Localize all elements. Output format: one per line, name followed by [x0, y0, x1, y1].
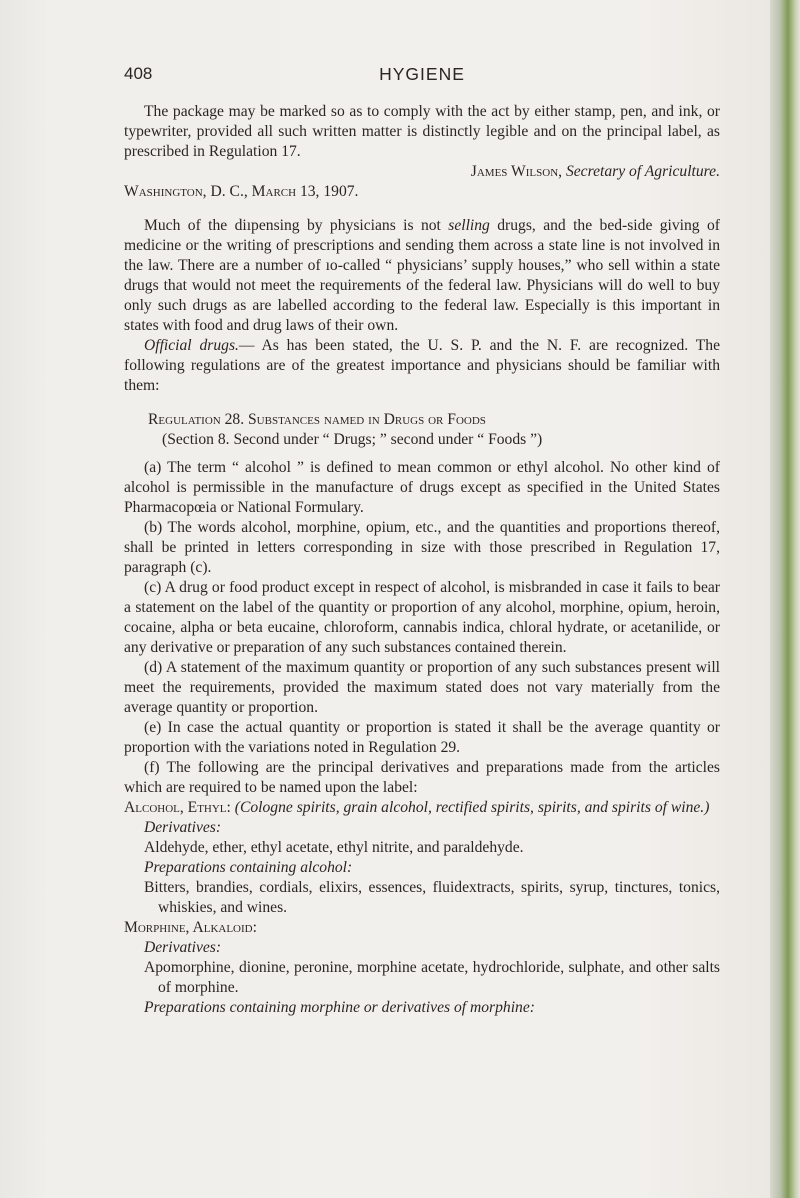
regulation-item-f: (f) The following are the principal derivatives and preparations made from the articles which are required to be named upon the label:: [124, 759, 720, 796]
regulation-item-a: (a) The term “ alcohol ” is defined to mean common or ethyl alcohol. No other kind of alcohol is permissible in the manufacture of drugs except as specified in the United States Pharmacopœia or National Formulary.: [124, 459, 720, 516]
regulation-item-e: (e) In case the actual quantity or proportion is stated it shall be the average quantity or proportion with the variations noted in Regulation 29.: [124, 719, 720, 756]
regulation-item-d: (d) A statement of the maximum quantity or proportion of any such substances present will meet the requirements, provided the maximum stated does not vary materially from the average quantity or proportion.: [124, 659, 720, 716]
alcohol-entry: [124, 798, 720, 818]
page-content: [124, 64, 720, 1018]
p2-text-a: Much of the diıpensing by physicians is not: [144, 217, 449, 234]
running-header: [124, 64, 720, 90]
place-date: Washington, D. C., March 13, 1907.: [124, 183, 359, 200]
regulation-subtitle: (Section 8. Second under “ Drugs; ” second under “ Foods ”): [162, 431, 543, 448]
p2-emphasis: selling: [448, 217, 490, 234]
label-text: Derivatives:: [144, 819, 222, 836]
signature-title: Secretary of Agriculture.: [565, 163, 720, 180]
running-title: HYGIENE: [379, 64, 465, 84]
label-text: Preparations containing alcohol:: [144, 859, 353, 876]
alcohol-name: Alcohol, Ethyl:: [124, 799, 231, 816]
morphine-derivatives: Apomorphine, dionine, peronine, morphine acetate, hydrochloride, sulphate, and other salts of morphine.: [144, 959, 720, 996]
morphine-preparations-label: [124, 998, 720, 1018]
morphine-derivatives-label: [124, 938, 720, 958]
label-text: Derivatives:: [144, 939, 222, 956]
regulation-item-c: (c) A drug or food product except in respect of alcohol, is misbranded in case it fails to bear a statement on the label of the quantity or proportion of any alcohol, morphine, opium, heroin, cocaine, alpha or beta eucaine, chloroform, cannabis indica, chloral hydrate, or acetanilide, or any derivative or preparation of any such substances contained therein.: [124, 579, 720, 656]
signature: [124, 162, 720, 182]
alcohol-derivatives-label: [124, 818, 720, 838]
body-paragraph-official: [124, 336, 720, 396]
intro-paragraph: The package may be marked so as to comply with the act by either stamp, pen, and ink, or typewriter, provided all such written matter is distinctly legible and on the principal label, as prescribed in Regulation 17.: [124, 103, 720, 160]
signature-name: James Wilson,: [470, 163, 563, 180]
p3-emphasis: Official drugs.: [144, 337, 239, 354]
p3-text: — As has been stated, the U. S. P. and the N. F. are recognized. The following regulations are of the greatest importance and physicians should be familiar with them:: [124, 337, 720, 394]
regulation-item-b: (b) The words alcohol, morphine, opium, etc., and the quantities and proportions thereof, shall be printed in letters corresponding in size with those prescribed in Regulation 17, paragraph (c).: [124, 519, 720, 576]
alcohol-preparations-label: [124, 858, 720, 878]
body-paragraph-dispensing: [124, 216, 720, 336]
alcohol-preparations: Bitters, brandies, cordials, elixirs, essences, fluidextracts, spirits, syrup, tinctures, tonics, whiskies, and wines.: [144, 879, 720, 916]
label-text: Preparations containing morphine or derivatives of morphine:: [144, 999, 535, 1016]
alcohol-synonyms: (Cologne spirits, grain alcohol, rectified spirits, spirits, and spirits of wine.): [234, 799, 710, 816]
p2-text-b: drugs, and the bed-side giving of medicine or the writing of prescriptions and sending them across a state line is not involved in the law. There are a number of ıo-called “ physicians’ supply houses,” who sell within a state drugs that would not meet the requirements of the federal law. Physicians will do well to buy only such drugs as are labelled according to the federal law. Especially is this important in states with food and drug laws of their own.: [124, 217, 720, 334]
alcohol-derivatives: Aldehyde, ether, ethyl acetate, ethyl nitrite, and paraldehyde.: [144, 839, 524, 856]
page-number: 408: [124, 64, 153, 83]
page-edge: [770, 0, 800, 1198]
regulation-title: Regulation 28. Substances named in Drugs or Foods: [148, 411, 486, 428]
morphine-name: Morphine, Alkaloid:: [124, 919, 257, 936]
